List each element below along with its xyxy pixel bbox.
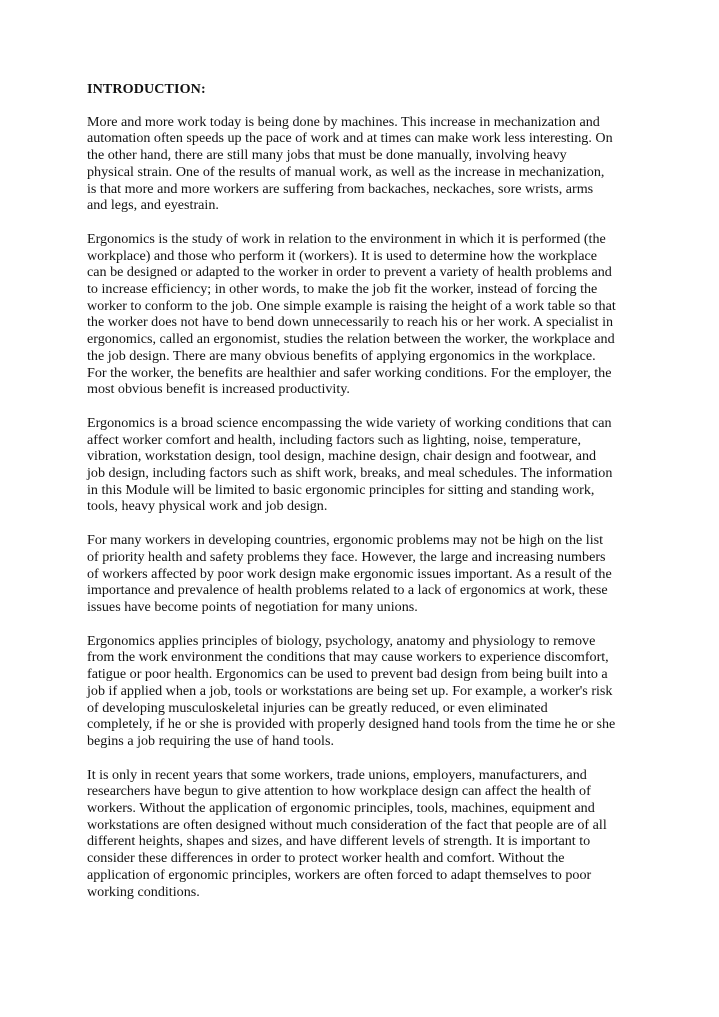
text-line: Ergonomics applies principles of biology, psychology, anatomy and physiology to remove — [87, 632, 596, 649]
text-line: vibration, workstation design, tool design, machine design, chair design and footwear, and — [87, 448, 597, 465]
paragraph-5 — [87, 633, 639, 750]
text-line: affect worker comfort and health, including factors such as lighting, noise, temperature, — [87, 431, 582, 448]
text-line: workstations are often designed without much consideration of the fact that people are of all — [87, 816, 607, 833]
text-line: Ergonomics is a broad science encompassing the wide variety of working conditions that can — [87, 414, 612, 431]
text-line: ergonomics, called an ergonomist, studies the relation between the worker, the workplace and — [87, 331, 615, 348]
paragraph-4 — [87, 532, 639, 616]
text-line: begins a job requiring the use of hand tools. — [87, 732, 334, 749]
text-line: from the work environment the conditions that may cause workers to experience discomfort, — [87, 649, 609, 666]
text-line: to increase efficiency; in other words, to make the job fit the worker, instead of forcing the — [87, 281, 598, 298]
text-line: workers. Without the application of ergonomic principles, tools, machines, equipment and — [87, 800, 595, 817]
paragraph-3 — [87, 415, 639, 515]
text-line: can be designed or adapted to the worker in order to prevent a variety of health problems and — [87, 264, 612, 281]
text-line: worker to conform to the job. One simple example is raising the height of a work table so that — [87, 297, 616, 314]
text-line: of workers affected by poor work design make ergonomic issues important. As a result of the — [87, 565, 612, 582]
paragraph-6 — [87, 767, 639, 901]
text-line: physical strain. One of the results of manual work, as well as the increase in mechanization, — [87, 163, 605, 180]
paragraph-1 — [87, 114, 639, 214]
text-line: completely, if he or she is provided with properly designed hand tools from the time he or she — [87, 716, 616, 733]
text-line: job if applied when a job, tools or workstations are being set up. For example, a worker's risk — [87, 682, 613, 699]
text-line: It is only in recent years that some workers, trade unions, employers, manufacturers, and — [87, 766, 587, 783]
section-heading: INTRODUCTION: — [87, 81, 206, 97]
text-line: tools, heavy physical work and job design. — [87, 498, 328, 515]
text-line: Ergonomics is the study of work in relation to the environment in which it is performed (the — [87, 230, 606, 247]
text-line: working conditions. — [87, 883, 200, 900]
text-line: is that more and more workers are suffering from backaches, neckaches, sore wrists, arms — [87, 180, 594, 197]
text-line: workplace) and those who perform it (workers). It is used to determine how the workplace — [87, 247, 597, 264]
text-line: of priority health and safety problems they face. However, the large and increasing numbers — [87, 548, 606, 565]
text-line: automation often speeds up the pace of work and at times can make work less interesting. On — [87, 130, 613, 147]
text-line: issues have become points of negotiation for many unions. — [87, 598, 418, 615]
text-line: most obvious benefit is increased productivity. — [87, 381, 350, 398]
text-line: application of ergonomic principles, workers are often forced to adapt themselves to poor — [87, 866, 592, 883]
text-line: job design, including factors such as shift work, breaks, and meal schedules. The information — [87, 465, 613, 482]
text-line: consider these differences in order to protect worker health and comfort. Without the — [87, 850, 565, 867]
text-line: of developing musculoskeletal injuries can be greatly reduced, or even eliminated — [87, 699, 548, 716]
text-line: researchers have begun to give attention to how workplace design can affect the health of — [87, 783, 591, 800]
text-line: the job design. There are many obvious benefits of applying ergonomics in the workplace. — [87, 347, 596, 364]
text-line: importance and prevalence of health problems related to a lack of ergonomics at work, these — [87, 582, 608, 599]
text-line: For the worker, the benefits are healthier and safer working conditions. For the employer, the — [87, 364, 612, 381]
text-line: More and more work today is being done by machines. This increase in mechanization and — [87, 113, 600, 130]
document-body — [87, 114, 639, 901]
text-line: the worker does not have to bend down unnecessarily to reach his or her work. A specialist in — [87, 314, 614, 331]
text-line: and legs, and eyestrain. — [87, 197, 219, 214]
text-line: For many workers in developing countries, ergonomic problems may not be high on the list — [87, 532, 604, 549]
text-line: different heights, shapes and sizes, and have different levels of strength. It is important to — [87, 833, 591, 850]
text-line: fatigue or poor health. Ergonomics can be used to prevent bad design from being built into a — [87, 666, 608, 683]
text-line: the other hand, there are still many jobs that must be done manually, involving heavy — [87, 147, 567, 164]
paragraph-2 — [87, 231, 639, 398]
text-line: in this Module will be limited to basic ergonomic principles for sitting and standing work, — [87, 481, 595, 498]
